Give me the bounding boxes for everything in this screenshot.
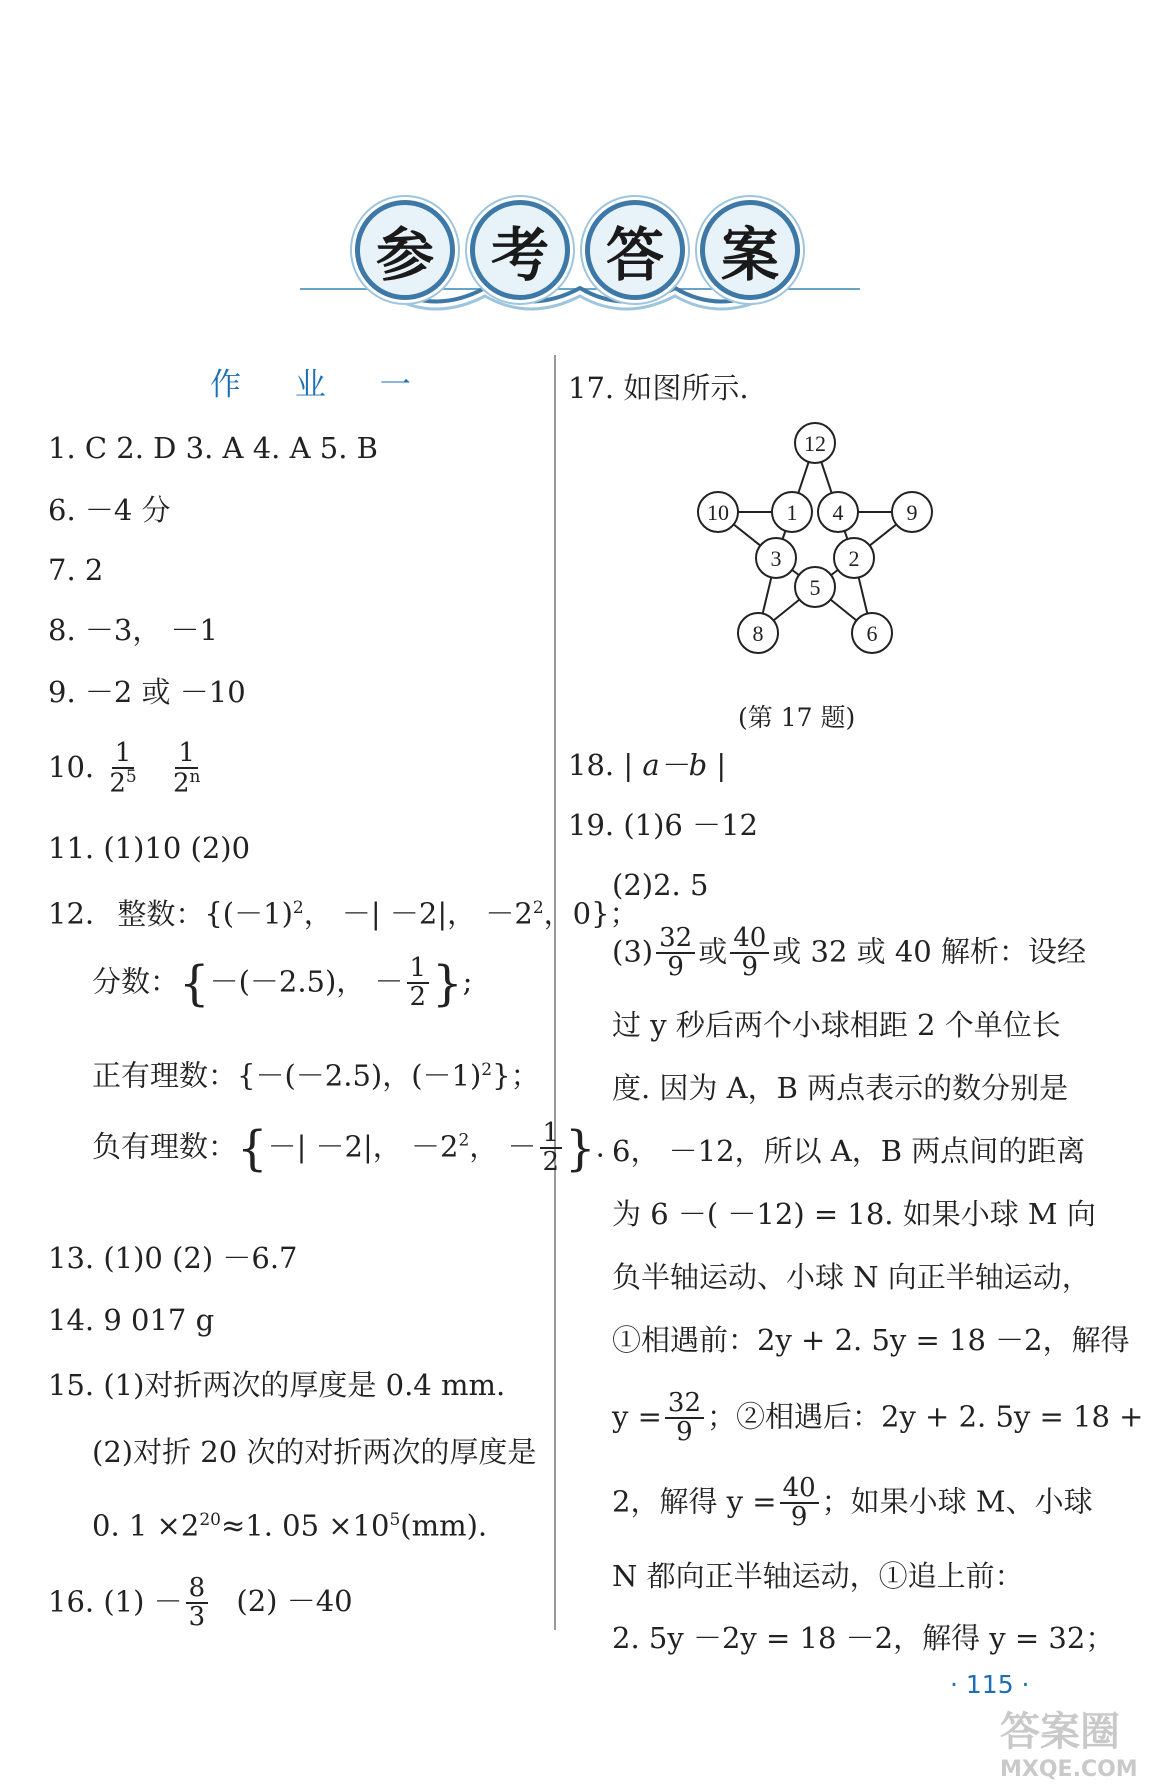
integers-label: 整数： [117, 896, 205, 931]
answer-15-part2: (2)对折 20 次的对折两次的厚度是 [92, 1435, 537, 1469]
solution-line-5: 负半轴运动、小球 N 向正半轴运动， [612, 1260, 1091, 1294]
watermark-logo: 答案圈 [1000, 1709, 1120, 1755]
answer-8: 8. －3， －1 [48, 613, 219, 647]
solution-line-1: 过 y 秒后两个小球相距 2 个单位长 [612, 1008, 1061, 1042]
answer-15-part3 [92, 1500, 487, 1546]
frac-numerator: 1 [540, 1120, 563, 1149]
star-label: 6 [866, 621, 878, 646]
fraction [540, 1120, 563, 1177]
frac-denominator: 9 [741, 952, 759, 983]
frac-denominator [170, 769, 204, 798]
frac-exponent: 5 [125, 767, 137, 788]
answer-13: 13. (1)0 (2) －6.7 [48, 1241, 298, 1275]
brace-close: } [432, 955, 463, 1012]
star-figure [680, 415, 950, 660]
page-number: · 115 · [950, 1670, 1030, 1699]
answer-12-number: 12. [48, 896, 95, 931]
answer-18-prefix: 18. | [568, 748, 634, 782]
answer-14: 14. 9 017 g [48, 1303, 215, 1337]
answer-19-part2: (2)2. 5 [612, 868, 709, 902]
solution-line-3: 6， －12，所以 A，B 两点间的距离 [612, 1134, 1086, 1168]
watermark-url: MXQE.COM [1000, 1757, 1138, 1782]
frac-numerator: 40 [730, 925, 769, 954]
exponent: 2 [532, 898, 544, 918]
calc-part3: (mm). [400, 1508, 488, 1543]
negative-label: 负有理数： [92, 1129, 238, 1164]
answer-12-negative: 负有理数：{－| －2|， $-2^2$， － $\frac{1}{2}$ }. [92, 1118, 605, 1178]
negative-body: －| －2|， －2 [267, 1129, 459, 1164]
integers-end: ，0}； [543, 896, 639, 931]
fraction [665, 1390, 704, 1447]
column-divider [554, 355, 556, 1630]
answer-12-integers [48, 888, 639, 934]
frac-exponent: n [189, 767, 201, 788]
equation-prefix: y = [612, 1399, 662, 1434]
answer-15-part1: 15. (1)对折两次的厚度是 0.4 mm. [48, 1368, 506, 1402]
answer-10-number: 10. [48, 750, 95, 785]
exponent: 2 [481, 1060, 493, 1080]
exponent: 5 [389, 1510, 401, 1530]
fraction [780, 1475, 819, 1532]
frac-numerator: 1 [407, 955, 430, 984]
solution-line-10: 2. 5y －2y = 18 －2，解得 y = 32； [612, 1621, 1115, 1655]
frac-denominator: 9 [676, 1417, 693, 1448]
answer-19-part1: 19. (1)6 －12 [568, 808, 758, 842]
negative-mid: ， － [469, 1129, 537, 1164]
answer-1-5: 1. C 2. D 3. A 4. A 5. B [48, 431, 378, 465]
frac-denominator: 9 [790, 1502, 808, 1533]
answer-12-fractions: 分数：{－(－2.5)， － $\frac{1}{2}$ }; [92, 953, 473, 1013]
section-title: 作 业 一 [210, 367, 433, 403]
title-char-3: 答 [585, 200, 685, 300]
frac-denominator: 3 [188, 1602, 206, 1633]
solution-line-9: N 都向正半轴运动，①追上前： [612, 1559, 1024, 1593]
answer-6: 6. －4 分 [48, 493, 171, 527]
part3-rest: 或 32 或 40 解析：设经 [772, 934, 1086, 969]
brace-open: { [237, 1120, 268, 1177]
equation-rest: ；如果小球 M、小球 [821, 1484, 1093, 1519]
answer-16-prefix: 16. (1) － [48, 1584, 183, 1619]
star-label: 8 [752, 621, 764, 646]
answer-7: 7. 2 [48, 553, 104, 587]
frac-numerator: 40 [780, 1475, 819, 1504]
frac-numerator: 8 [186, 1575, 209, 1604]
positive-body: {－(－2.5)，(－1) [237, 1058, 482, 1093]
solution-line-7 [612, 1390, 1143, 1447]
exponent: 2 [292, 898, 304, 918]
equation-rest: ；②相遇后：2y + 2. 5y = 18 + [707, 1399, 1144, 1434]
fraction [656, 925, 695, 982]
answer-10-frac-1 [106, 740, 139, 798]
solution-line-2: 度. 因为 A，B 两点表示的数分别是 [612, 1071, 1069, 1105]
figure-caption: (第 17 题) [738, 703, 856, 732]
part3-prefix: (3) [612, 934, 654, 969]
title-char-2: 考 [470, 200, 570, 300]
fraction [407, 955, 430, 1012]
brace-close: } [565, 1120, 596, 1177]
solution-line-6: ①相遇前：2y + 2. 5y = 18 －2，解得 [612, 1323, 1130, 1357]
positive-label: 正有理数： [92, 1058, 238, 1093]
star-label: 2 [848, 546, 860, 571]
answer-12-positive [92, 1050, 540, 1096]
answer-16 [48, 1575, 353, 1632]
frac-base: 2 [172, 768, 190, 799]
frac-denominator [106, 769, 139, 798]
star-label: 4 [832, 500, 844, 525]
star-label: 5 [809, 575, 821, 600]
fractions-label: 分数： [92, 964, 180, 999]
exponent: 20 [199, 1510, 221, 1530]
answer-18 [568, 745, 726, 785]
page-title [300, 200, 860, 330]
answer-18-expression: a－b [642, 748, 708, 782]
fractions-body: －(－2.5)， － [209, 964, 404, 999]
answer-11: 11. (1)10 (2)0 [48, 831, 251, 865]
brace-open: { [179, 955, 210, 1012]
frac-denominator: 2 [542, 1147, 560, 1178]
integers-rest: ， －| －2|， －2 [303, 896, 533, 931]
answer-16-suffix: (2) －40 [236, 1584, 353, 1619]
watermark [1000, 1700, 1155, 1785]
frac-base: 2 [109, 768, 126, 799]
positive-end: }； [492, 1058, 540, 1093]
star-label: 10 [707, 500, 729, 525]
part3-mid: 或 [698, 934, 728, 969]
frac-numerator: 32 [656, 925, 695, 954]
star-label: 3 [770, 546, 782, 571]
frac-numerator: 1 [112, 740, 135, 769]
answer-17: 17. 如图所示. [568, 371, 749, 405]
calc-part2: ≈1. 05 ×10 [220, 1508, 390, 1543]
frac-numerator: 1 [175, 740, 198, 769]
fraction [186, 1575, 209, 1632]
answer-18-suffix: | [716, 748, 727, 782]
exponent: 2 [458, 1130, 470, 1151]
frac-denominator: 2 [409, 982, 427, 1013]
answer-9: 9. －2 或 －10 [48, 675, 246, 709]
answer-10 [48, 740, 206, 798]
frac-numerator: 32 [665, 1390, 704, 1419]
equation-prefix: 2，解得 y = [612, 1484, 777, 1519]
answer-19-part3 [612, 925, 1086, 982]
answer-10-frac-2 [170, 740, 204, 798]
fraction [730, 925, 769, 982]
star-label: 9 [906, 500, 918, 525]
star-label: 1 [786, 500, 798, 525]
frac-denominator: 9 [667, 952, 684, 983]
integers-body: {(－1) [204, 896, 293, 931]
solution-line-8 [612, 1475, 1093, 1532]
title-char-1: 参 [355, 200, 455, 300]
solution-line-4: 为 6 －( －12) = 18. 如果小球 M 向 [612, 1197, 1096, 1231]
calc-part1: 0. 1 ×2 [92, 1508, 200, 1543]
star-label: 12 [804, 431, 826, 456]
title-char-4: 案 [700, 200, 800, 300]
